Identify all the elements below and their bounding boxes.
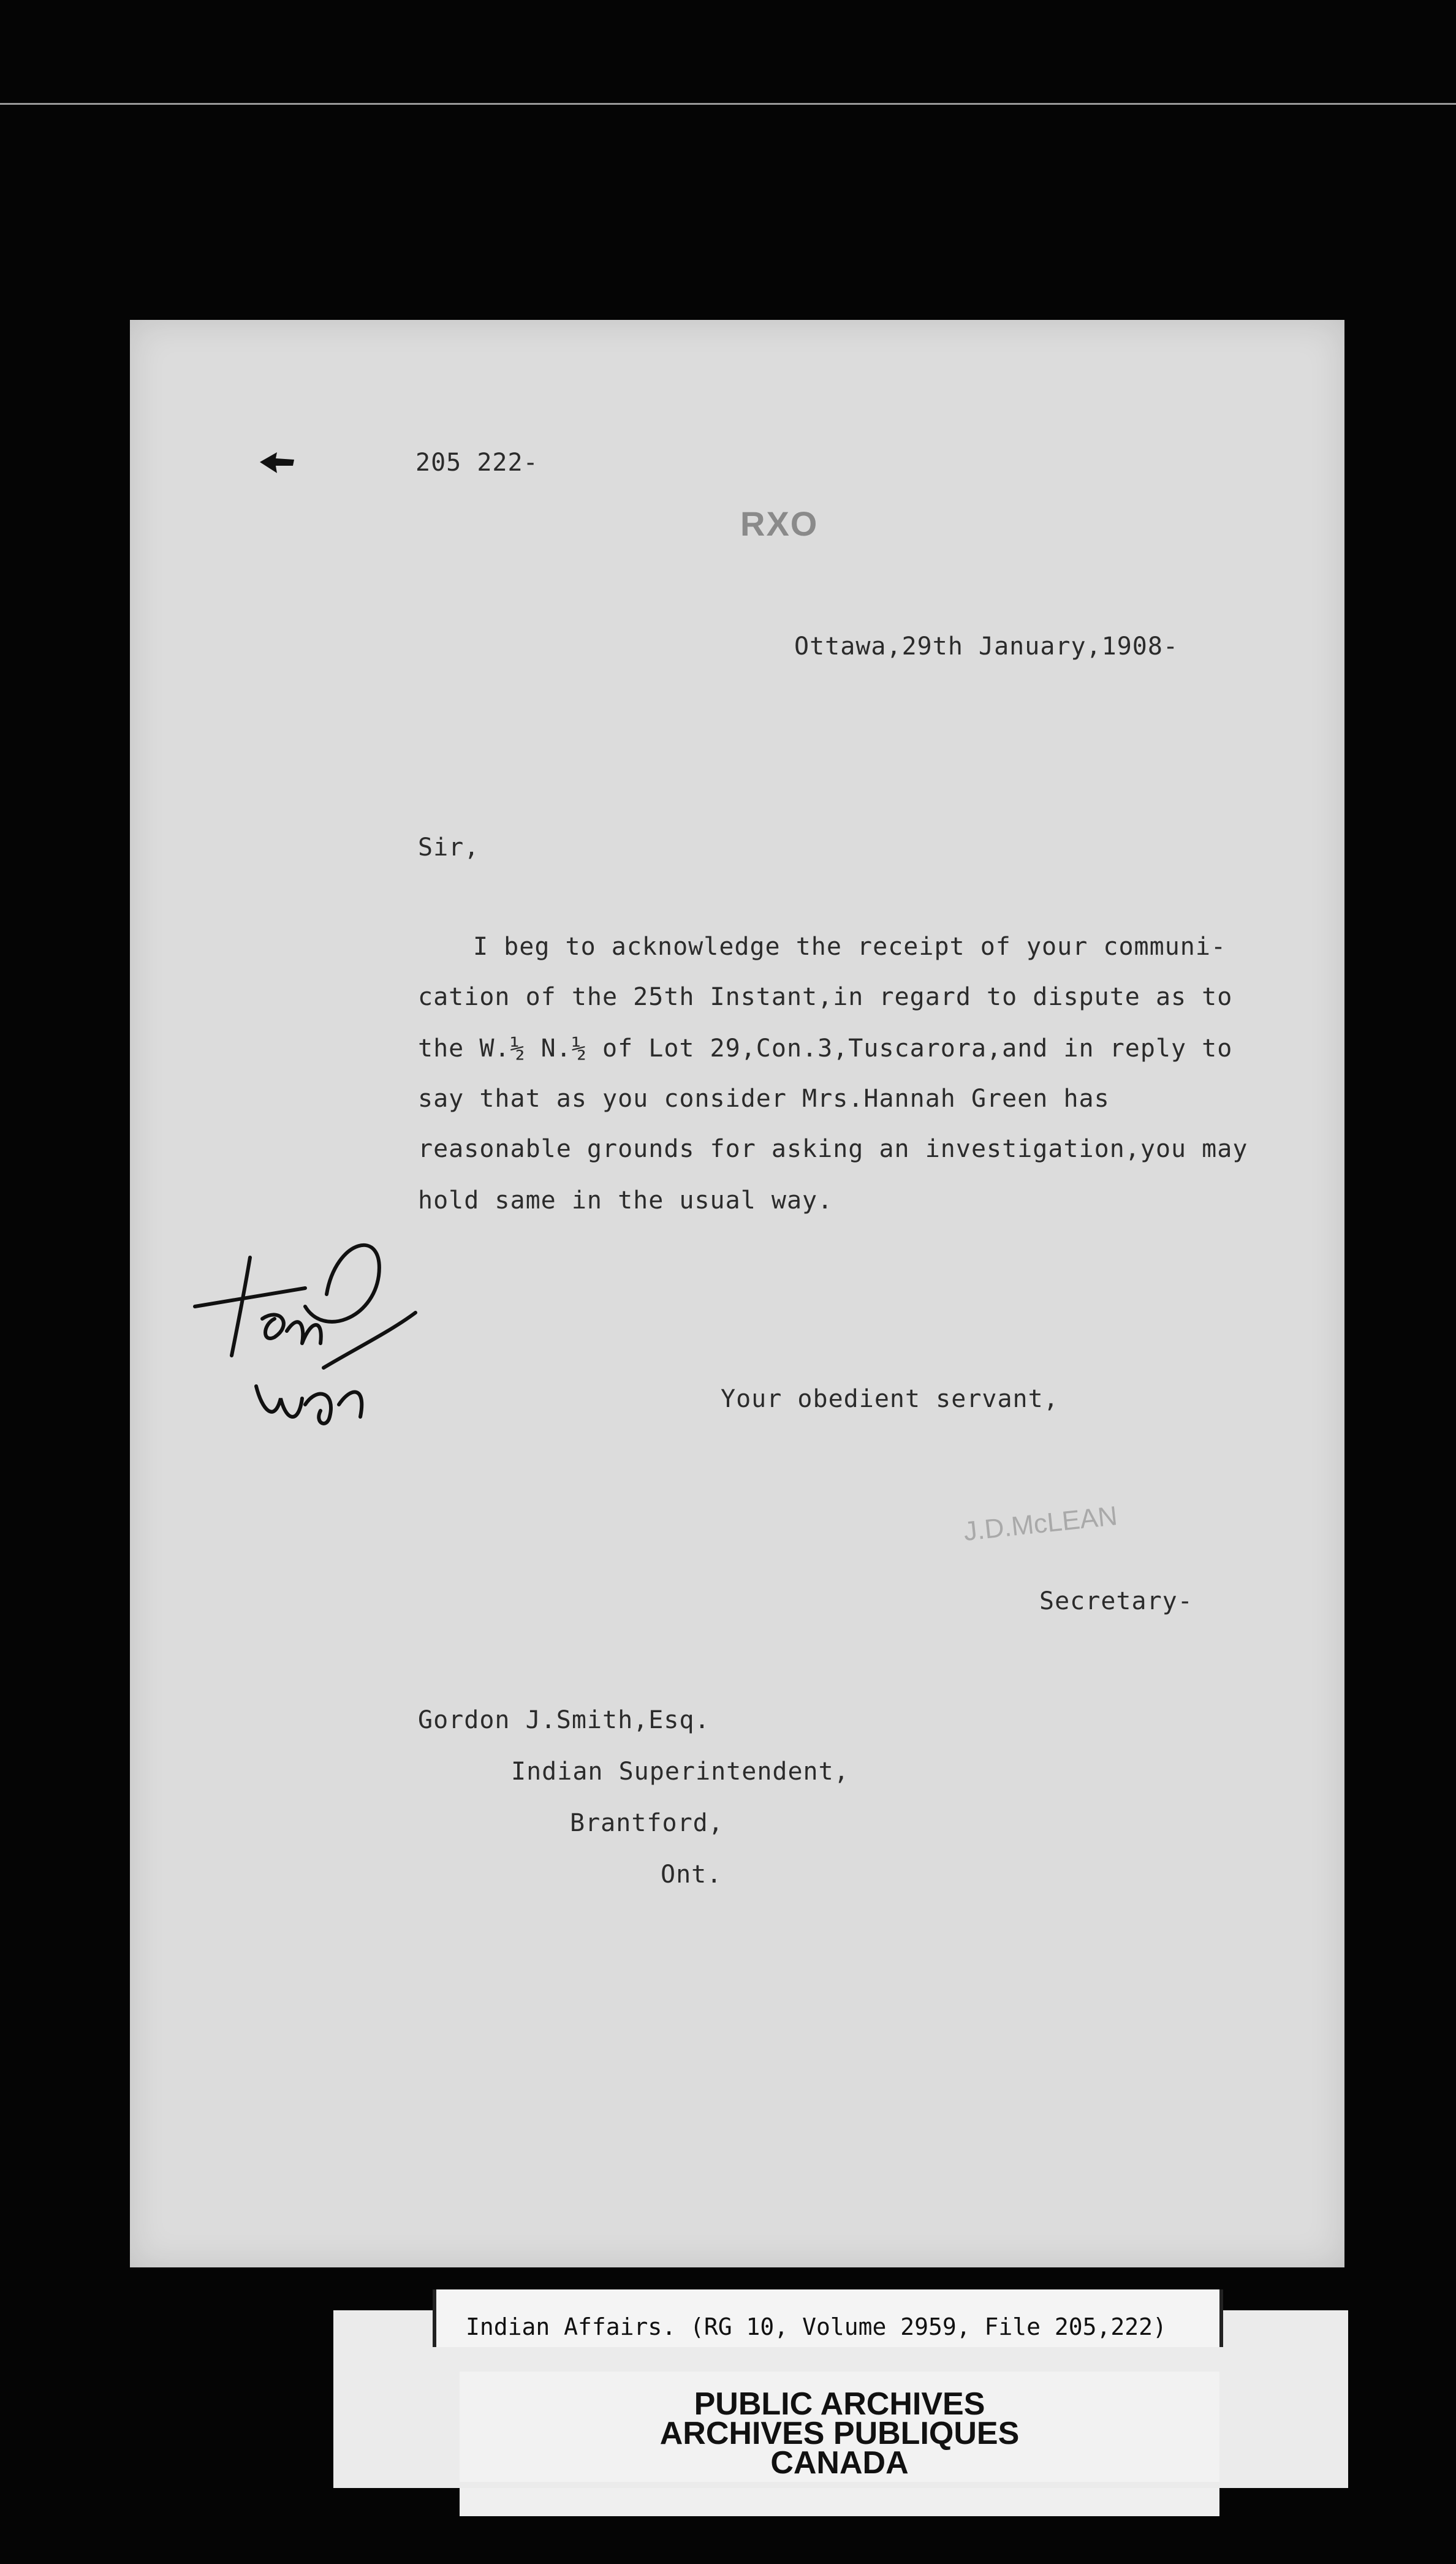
address-line: Brantford, xyxy=(570,1809,724,1837)
body-line: reasonable grounds for asking an investigation,you may xyxy=(418,1135,1248,1163)
archive-name-line: ARCHIVES PUBLIQUES xyxy=(659,2416,1020,2451)
arrow-mark-icon xyxy=(259,450,295,474)
signer-title: Secretary- xyxy=(1039,1587,1193,1615)
letter-page xyxy=(130,320,1344,2267)
stamp-mark: RXO xyxy=(740,504,819,543)
archive-bottom-strip xyxy=(460,2488,1219,2516)
archive-name-line: PUBLIC ARCHIVES xyxy=(694,2386,985,2422)
body-line: cation of the 25th Instant,in regard to dispute as to xyxy=(418,983,1233,1011)
handwritten-initials-icon xyxy=(183,1202,428,1460)
address-line: Gordon J.Smith,Esq. xyxy=(418,1706,710,1734)
file-number: 205 222- xyxy=(415,449,539,477)
address-line: Indian Superintendent, xyxy=(511,1758,849,1786)
date-line: Ottawa,29th January,1908- xyxy=(794,632,1179,661)
archive-reference: Indian Affairs. (RG 10, Volume 2959, File 205,222) xyxy=(466,2313,1167,2340)
salutation: Sir, xyxy=(418,833,480,862)
body-line: say that as you consider Mrs.Hannah Green has xyxy=(418,1085,1110,1113)
closing: Your obedient servant, xyxy=(721,1385,1059,1413)
body-line: I beg to acknowledge the receipt of your communi- xyxy=(473,933,1227,961)
body-line: hold same in the usual way. xyxy=(418,1186,833,1215)
archive-name-line: CANADA xyxy=(770,2445,909,2481)
scan-edge-line xyxy=(0,103,1456,105)
signature-stamp: J.D.McLEAN xyxy=(962,1500,1119,1547)
address-line: Ont. xyxy=(661,1860,722,1889)
body-line: the W.½ N.½ of Lot 29,Con.3,Tuscarora,and in reply to xyxy=(418,1034,1233,1063)
